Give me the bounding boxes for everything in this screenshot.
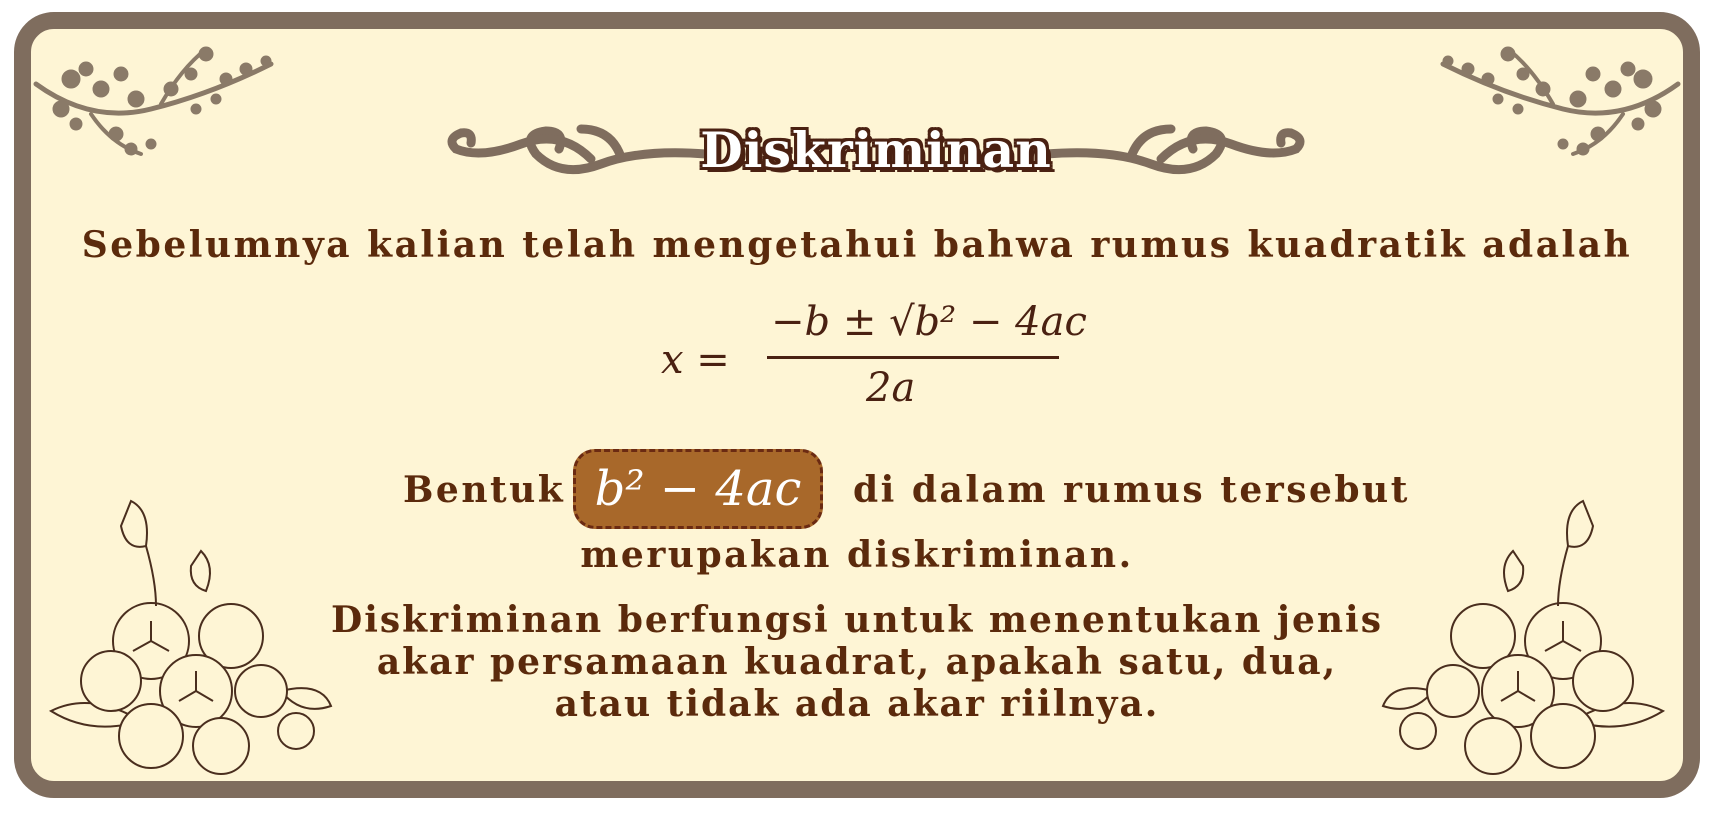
title-block xyxy=(441,101,1311,211)
card xyxy=(14,12,1700,798)
bentuk-row xyxy=(31,449,1683,539)
discriminant-highlight: b² − 4ac xyxy=(573,449,823,529)
fraction-bar xyxy=(767,356,1059,359)
quadratic-formula xyxy=(31,299,1683,429)
formula-denominator: 2a xyxy=(866,365,916,411)
page-title: Diskriminan xyxy=(700,121,1052,179)
intro-text: Sebelumnya kalian telah mengetahui bahwa rumus kuadratik adalah xyxy=(81,224,1633,266)
branch-top-left-icon xyxy=(31,29,301,179)
branch-top-right-icon xyxy=(1413,29,1683,179)
formula-lhs: x = xyxy=(661,337,730,383)
bentuk-line2: merupakan diskriminan. xyxy=(580,534,1134,576)
bentuk-rest: di dalam rumus tersebut xyxy=(853,469,1410,511)
bentuk-label: Bentuk xyxy=(403,469,566,511)
explanation-paragraph: Diskriminan berfungsi untuk menentukan jenis akar persamaan kuadrat, apakah satu, dua, atau tidak ada akar riilnya. xyxy=(331,599,1383,725)
formula-numerator: −b ± √b² − 4ac xyxy=(771,299,1087,345)
